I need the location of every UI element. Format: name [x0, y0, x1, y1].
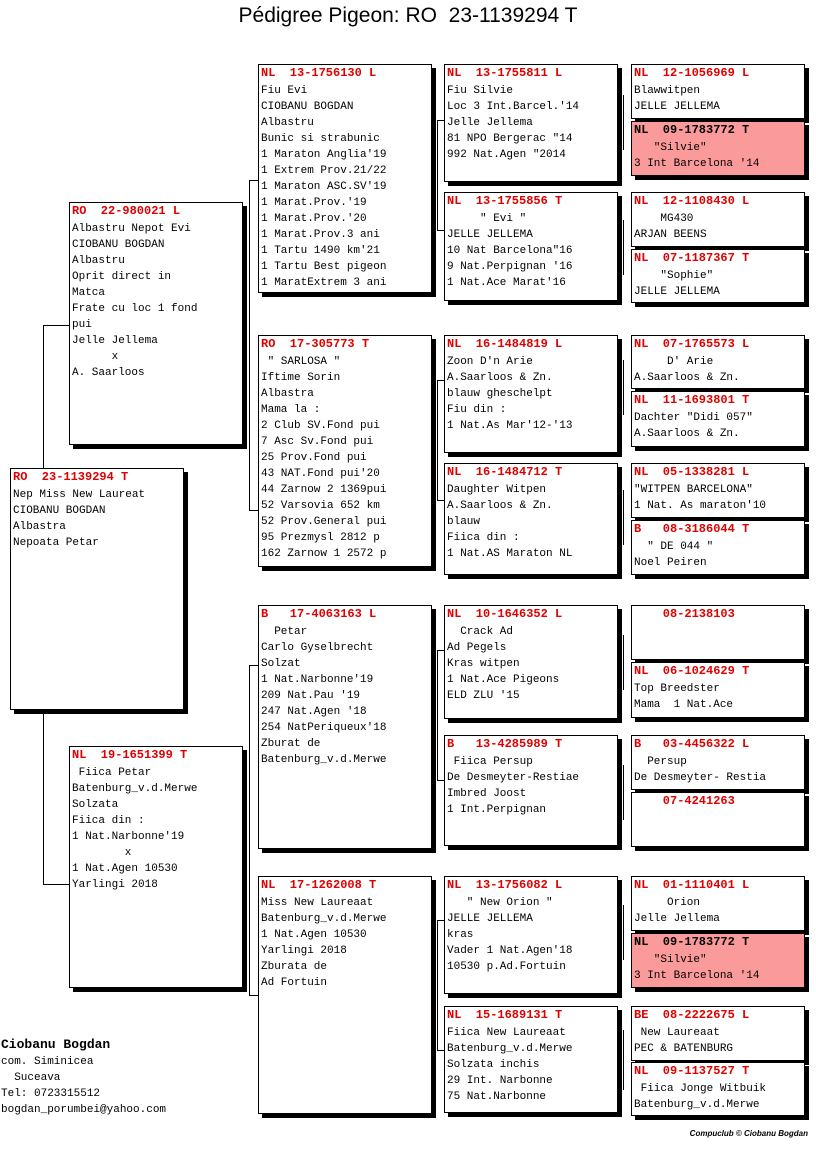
pigeon-detail-line: 209 Nat.Pau '19	[261, 690, 361, 702]
pigeon-detail-line: 992 Nat.Agen "2014	[447, 149, 566, 161]
connector-line	[623, 765, 624, 820]
pigeon-detail-line: Orion	[634, 897, 701, 909]
pigeon-detail-line: 1 Tartu 1490 km'21	[261, 245, 380, 257]
pigeon-detail-line: Batenburg_v.d.Merwe	[634, 1099, 760, 1111]
connector-line	[43, 325, 44, 469]
pigeon-detail-line: Albastru Nepot Evi	[72, 223, 191, 235]
owner-address-line: Suceava	[1, 1072, 61, 1084]
pigeon-detail-line: Zburat de	[261, 738, 321, 750]
pigeon-detail-line: Albastra	[13, 521, 66, 533]
pigeon-detail-line: "Sophie"	[634, 270, 714, 282]
pigeon-detail-line: Imbred Joost	[447, 788, 527, 800]
pigeon-details	[632, 410, 804, 442]
pigeon-detail-line: 1 Nat. As maraton'10	[634, 500, 767, 512]
pigeon-detail-line: 52 Prov.General pui	[261, 516, 387, 528]
pigeon-details	[445, 211, 617, 291]
pigeon-detail-line: Zoon D'n Arie	[447, 356, 533, 368]
pigeon-detail-line: 1 Nat.AS Maraton NL	[447, 548, 573, 560]
pigeon-detail-line: Top Breedster	[634, 683, 720, 695]
pigeon-detail-line: CIOBANU BOGDAN	[261, 101, 354, 113]
pigeon-detail-line: Albastra	[261, 388, 314, 400]
ring-number: NL 05-1338281 L	[634, 465, 750, 479]
pigeon-detail-line: Mama la :	[261, 404, 321, 416]
pigeon-details	[445, 895, 617, 975]
pigeon-details	[445, 1025, 617, 1105]
pigeon-details	[445, 482, 617, 562]
pigeon-detail-line: " SARLOSA "	[261, 356, 341, 368]
ring-number: NL 13-1755856 T	[447, 194, 563, 208]
pigeon-detail-line: 2 Club SV.Fond pui	[261, 420, 380, 432]
ring-number: NL 17-1262008 T	[261, 878, 377, 892]
pigeon-details	[632, 1025, 804, 1057]
ring-number: NL 19-1651399 T	[72, 748, 188, 762]
connector-line	[43, 714, 44, 884]
pigeon-detail-line: ELD ZLU '15	[447, 690, 520, 702]
pigeon-card-dsd[interactable]	[444, 735, 618, 846]
pigeon-details	[632, 1081, 804, 1113]
pigeon-detail-line: Albastru	[261, 117, 314, 129]
pigeon-detail-line: Daughter Witpen	[447, 484, 547, 496]
pigeon-detail-line: Persup	[634, 756, 687, 768]
connector-line	[623, 360, 624, 415]
pigeon-detail-line: Fiica Jonge Witbuik	[634, 1083, 767, 1095]
pigeon-detail-line: Oprit direct in	[72, 271, 172, 283]
pigeon-card-ssd[interactable]	[444, 192, 618, 301]
pigeon-detail-line: Ad Pegels	[447, 642, 507, 654]
pigeon-detail-line: Solzat	[261, 658, 301, 670]
connector-line	[249, 665, 250, 995]
pigeon-detail-line: Iftime Sorin	[261, 372, 341, 384]
pigeon-detail-line: Noel Peiren	[634, 557, 707, 569]
credit-text: Compuclub © Ciobanu Bogdan	[689, 1129, 808, 1138]
pigeon-detail-line: 44 Zarnow 2 1369pui	[261, 484, 387, 496]
pigeon-detail-line: Nepoata Petar	[13, 537, 99, 549]
pigeon-detail-line: " New Orion "	[447, 897, 553, 909]
pigeon-detail-line: Ad Fortuin	[261, 977, 328, 989]
ring-number: B 13-4285989 T	[447, 737, 563, 751]
pigeon-detail-line: Fiu Evi	[261, 85, 308, 97]
pigeon-details	[632, 268, 804, 300]
pigeon-card-g9[interactable]	[631, 605, 805, 660]
pigeon-detail-line: JELLE JELLEMA	[634, 286, 720, 298]
pigeon-details	[11, 487, 183, 551]
pigeon-details	[632, 539, 804, 571]
pigeon-detail-line: Fiu Silvie	[447, 85, 514, 97]
ring-number: RO 23-1139294 T	[13, 470, 129, 484]
ring-number: 08-2138103	[634, 607, 735, 621]
pigeon-detail-line: 1 Nat.Ace Marat'16	[447, 277, 566, 289]
owner-info	[1, 1036, 166, 1118]
pigeon-detail-line: 254 NatPeriqueux'18	[261, 722, 387, 734]
pigeon-detail-line: A.Saarloos & Zn.	[447, 372, 553, 384]
pigeon-detail-line: Zburata de	[261, 961, 328, 973]
pigeon-detail-line: D' Arie	[634, 356, 714, 368]
owner-name: Ciobanu Bogdan	[1, 1037, 111, 1052]
pigeon-detail-line: 1 Maraton Anglia'19	[261, 149, 387, 161]
pigeon-detail-line: 1 Nat.Narbonne'19	[72, 831, 185, 843]
pigeon-card-dss[interactable]	[444, 605, 618, 719]
connector-line	[623, 490, 624, 545]
pigeon-detail-line: Vader 1 Nat.Agen'18	[447, 945, 573, 957]
owner-phone: Tel: 0723315512	[1, 1088, 101, 1100]
connector-line	[43, 325, 70, 326]
pigeon-detail-line: 1 Tartu Best pigeon	[261, 261, 387, 273]
pigeon-detail-line: A.Saarloos & Zn.	[634, 372, 740, 384]
pigeon-detail-line: Kras witpen	[447, 658, 520, 670]
ring-number: NL 15-1689131 T	[447, 1008, 563, 1022]
pigeon-card-sdd[interactable]	[444, 463, 618, 575]
pigeon-details	[632, 754, 804, 786]
pigeon-detail-line: Dachter "Didi 057"	[634, 412, 753, 424]
pigeon-card-g16[interactable]	[631, 1062, 805, 1116]
pigeon-details	[632, 354, 804, 386]
pigeon-detail-line: Bunic si strabunic	[261, 133, 380, 145]
pigeon-detail-line: Yarlingi 2018	[72, 879, 158, 891]
pigeon-detail-line: Batenburg_v.d.Merwe	[447, 1043, 573, 1055]
pigeon-details	[632, 211, 804, 243]
pigeon-detail-line: 1 Marat.Prov.'19	[261, 197, 367, 209]
pigeon-detail-line: Miss New Laureaat	[261, 897, 374, 909]
pigeon-detail-line: pui	[72, 319, 92, 331]
pigeon-detail-line: CIOBANU BOGDAN	[13, 505, 106, 517]
ring-number: NL 13-1756082 L	[447, 878, 563, 892]
pigeon-detail-line: 1 Nat.Ace Pigeons	[447, 674, 560, 686]
connector-line	[623, 220, 624, 275]
pigeon-detail-line: JELLE JELLEMA	[634, 101, 720, 113]
ring-number: B 17-4063163 L	[261, 607, 377, 621]
owner-address-line: com. Siminicea	[1, 1056, 94, 1068]
pigeon-detail-line: Solzata	[72, 799, 119, 811]
pigeon-detail-line: Fiu din :	[447, 404, 507, 416]
pigeon-details	[70, 765, 242, 893]
pigeon-details	[632, 895, 804, 927]
pigeon-detail-line: Petar	[261, 626, 308, 638]
pigeon-detail-line: 9 Nat.Perpignan '16	[447, 261, 573, 273]
ring-number: NL 07-1765573 L	[634, 337, 750, 351]
pigeon-detail-line: 75 Nat.Narbonne	[447, 1091, 547, 1103]
pigeon-detail-line: 1 Int.Perpignan	[447, 804, 547, 816]
pigeon-detail-line: "Silvie"	[634, 142, 707, 154]
pigeon-details	[259, 624, 431, 768]
pigeon-detail-line: 43 NAT.Fond pui'20	[261, 468, 380, 480]
pigeon-detail-line: 1 Nat.Agen 10530	[261, 929, 367, 941]
pigeon-card-dam-sire[interactable]	[258, 605, 432, 849]
owner-email: bogdan_porumbei@yahoo.com	[1, 1104, 167, 1116]
pigeon-card-subject[interactable]	[10, 468, 184, 710]
ring-number: NL 09-1137527 T	[634, 1064, 750, 1078]
pigeon-detail-line: "Silvie"	[634, 954, 707, 966]
pigeon-card-g14[interactable]	[631, 933, 805, 988]
pigeon-detail-line: Loc 3 Int.Barcel.'14	[447, 101, 580, 113]
pigeon-card-dds[interactable]	[444, 876, 618, 994]
pigeon-detail-line: 1 Extrem Prov.21/22	[261, 165, 387, 177]
ring-number: NL 09-1783772 T	[634, 123, 750, 137]
pigeon-detail-line: Fiica din :	[447, 532, 520, 544]
pigeon-detail-line: kras	[447, 929, 474, 941]
pigeon-detail-line: x	[72, 351, 119, 363]
pigeon-detail-line: 1 Nat.As Mar'12-'13	[447, 420, 573, 432]
pigeon-detail-line: De Desmeyter- Restia	[634, 772, 767, 784]
pigeon-detail-line: De Desmeyter-Restiae	[447, 772, 580, 784]
pigeon-detail-line: Fiica New Laureaat	[447, 1027, 566, 1039]
connector-line	[623, 1030, 624, 1090]
pigeon-detail-line: 10530 p.Ad.Fortuin	[447, 961, 566, 973]
ring-number: NL 16-1484712 T	[447, 465, 563, 479]
pigeon-detail-line: 1 MaratExtrem 3 ani	[261, 277, 387, 289]
page-title: Pédigree Pigeon: RO 23-1139294 T	[238, 4, 578, 27]
ring-number: B 08-3186044 T	[634, 522, 750, 536]
ring-number: NL 11-1693801 T	[634, 393, 750, 407]
pigeon-card-sss[interactable]	[444, 64, 618, 182]
ring-number: NL 07-1187367 T	[634, 251, 750, 265]
pigeon-card-sire[interactable]	[69, 202, 243, 445]
pigeon-card-g3[interactable]	[631, 192, 805, 247]
pigeon-details	[632, 952, 804, 984]
pigeon-detail-line: A.Saarloos & Zn.	[634, 428, 740, 440]
pigeon-details	[445, 624, 617, 704]
pigeon-card-g1[interactable]	[631, 64, 805, 119]
pigeon-details	[632, 681, 804, 713]
pigeon-card-dam[interactable]	[69, 746, 243, 988]
ring-number: NL 06-1024629 T	[634, 664, 750, 678]
connector-line	[623, 905, 624, 960]
pigeon-details	[259, 895, 431, 991]
connector-line	[43, 884, 70, 885]
pigeon-detail-line: Nep Miss New Laureat	[13, 489, 146, 501]
pigeon-detail-line: Matca	[72, 287, 106, 299]
pigeon-detail-line: Fiica Petar	[72, 767, 152, 779]
pigeon-detail-line: Jelle Jellema	[634, 913, 720, 925]
pigeon-detail-line: 7 Asc Sv.Fond pui	[261, 436, 374, 448]
pigeon-detail-line: Mama 1 Nat.Ace	[634, 699, 734, 711]
ring-number: NL 12-1108430 L	[634, 194, 750, 208]
pigeon-details	[445, 354, 617, 434]
pigeon-detail-line: Fiica Persup	[447, 756, 533, 768]
pigeon-detail-line: CIOBANU BOGDAN	[72, 239, 165, 251]
pigeon-detail-line: Batenburg_v.d.Merwe	[72, 783, 198, 795]
ring-number: B 03-4456322 L	[634, 737, 750, 751]
pigeon-detail-line: " DE 044 "	[634, 541, 714, 553]
pigeon-detail-line: 1 Nat.Narbonne'19	[261, 674, 374, 686]
pigeon-card-sds[interactable]	[444, 335, 618, 453]
ring-number: NL 13-1755811 L	[447, 66, 563, 80]
pigeon-detail-line: "WITPEN BARCELONA"	[634, 484, 753, 496]
ring-number: BE 08-2222675 L	[634, 1008, 750, 1022]
pigeon-details	[445, 754, 617, 818]
pigeon-card-g2[interactable]	[631, 121, 805, 176]
pigeon-detail-line: Albastru	[72, 255, 125, 267]
connector-line	[437, 380, 438, 500]
connector-line	[437, 120, 438, 230]
connector-line	[437, 920, 438, 1050]
pigeon-detail-line: blauw gheschelpt	[447, 388, 553, 400]
pigeon-detail-line: 95 Prezmysl 2812 p	[261, 532, 380, 544]
pigeon-detail-line: Crack Ad	[447, 626, 514, 638]
connector-line	[437, 650, 438, 780]
pigeon-detail-line: 25 Prov.Fond pui	[261, 452, 367, 464]
pigeon-card-sire-sire[interactable]	[258, 64, 432, 293]
pigeon-card-g10[interactable]	[631, 662, 805, 718]
pigeon-card-g6[interactable]	[631, 391, 805, 447]
pigeon-card-g5[interactable]	[631, 335, 805, 389]
pigeon-detail-line: PEC & BATENBURG	[634, 1043, 734, 1055]
ring-number: RO 22-980021 L	[72, 204, 181, 218]
pigeon-detail-line: 247 Nat.Agen '18	[261, 706, 367, 718]
pigeon-card-g13[interactable]	[631, 876, 805, 931]
ring-number: RO 17-305773 T	[261, 337, 370, 351]
pigeon-card-g15[interactable]	[631, 1006, 805, 1061]
pigeon-card-g4[interactable]	[631, 249, 805, 303]
pigeon-detail-line: Solzata inchis	[447, 1059, 540, 1071]
pigeon-detail-line: MG430	[634, 213, 694, 225]
pigeon-details	[632, 140, 804, 172]
pigeon-detail-line: 3 Int Barcelona '14	[634, 158, 760, 170]
connector-line	[249, 180, 250, 510]
ring-number: NL 09-1783772 T	[634, 935, 750, 949]
pigeon-detail-line: Batenburg_v.d.Merwe	[261, 754, 387, 766]
pigeon-card-g8[interactable]	[631, 520, 805, 575]
pigeon-detail-line: x	[72, 847, 132, 859]
pigeon-card-g12[interactable]	[631, 792, 805, 847]
pigeon-detail-line: 162 Zarnow 1 2572 p	[261, 548, 387, 560]
pigeon-detail-line: Yarlingi 2018	[261, 945, 347, 957]
pigeon-detail-line: A.Saarloos & Zn.	[447, 500, 553, 512]
pigeon-details	[259, 83, 431, 291]
pigeon-card-dam-dam[interactable]	[258, 876, 432, 1114]
pigeon-card-ddd[interactable]	[444, 1006, 618, 1113]
pigeon-detail-line: A. Saarloos	[72, 367, 145, 379]
pigeon-details	[259, 354, 431, 562]
pigeon-detail-line: 52 Varsovia 652 km	[261, 500, 380, 512]
pigeon-detail-line: Jelle Jellema	[72, 335, 158, 347]
pigeon-details	[632, 83, 804, 115]
pigeon-detail-line: 1 Nat.Agen 10530	[72, 863, 178, 875]
pigeon-detail-line: 1 Marat.Prov.'20	[261, 213, 367, 225]
connector-line	[623, 95, 624, 150]
pigeon-detail-line: Fiica din :	[72, 815, 145, 827]
pigeon-detail-line: JELLE JELLEMA	[447, 913, 533, 925]
pigeon-detail-line: Jelle Jellema	[447, 117, 533, 129]
pigeon-detail-line: 1 Marat.Prov.3 ani	[261, 229, 380, 241]
connector-line	[623, 635, 624, 690]
ring-number: NL 01-1110401 L	[634, 878, 750, 892]
ring-number: NL 13-1756130 L	[261, 66, 377, 80]
ring-number: NL 10-1646352 L	[447, 607, 563, 621]
pigeon-detail-line: New Laureaat	[634, 1027, 720, 1039]
pigeon-detail-line: 3 Int Barcelona '14	[634, 970, 760, 982]
ring-number: NL 12-1056969 L	[634, 66, 750, 80]
pigeon-detail-line: 29 Int. Narbonne	[447, 1075, 553, 1087]
pigeon-detail-line: 1 Maraton ASC.SV'19	[261, 181, 387, 193]
pigeon-detail-line: 10 Nat Barcelona"16	[447, 245, 573, 257]
pigeon-detail-line: ARJAN BEENS	[634, 229, 707, 241]
pigeon-card-g11[interactable]	[631, 735, 805, 790]
pigeon-details	[632, 482, 804, 514]
ring-number: 07-4241263	[634, 794, 735, 808]
pigeon-detail-line: Batenburg_v.d.Merwe	[261, 913, 387, 925]
pigeon-details	[445, 83, 617, 163]
pigeon-detail-line: Carlo Gyselbrecht	[261, 642, 374, 654]
pigeon-detail-line: JELLE JELLEMA	[447, 229, 533, 241]
pigeon-detail-line: " Evi "	[447, 213, 527, 225]
pigeon-detail-line: Blawwitpen	[634, 85, 701, 97]
pigeon-details	[70, 221, 242, 381]
ring-number: NL 16-1484819 L	[447, 337, 563, 351]
pigeon-card-sire-dam[interactable]	[258, 335, 432, 567]
pigeon-card-g7[interactable]	[631, 463, 805, 518]
pigeon-detail-line: 81 NPO Bergerac "14	[447, 133, 573, 145]
pigeon-detail-line: Frate cu loc 1 fond	[72, 303, 198, 315]
pigeon-detail-line: blauw	[447, 516, 481, 528]
